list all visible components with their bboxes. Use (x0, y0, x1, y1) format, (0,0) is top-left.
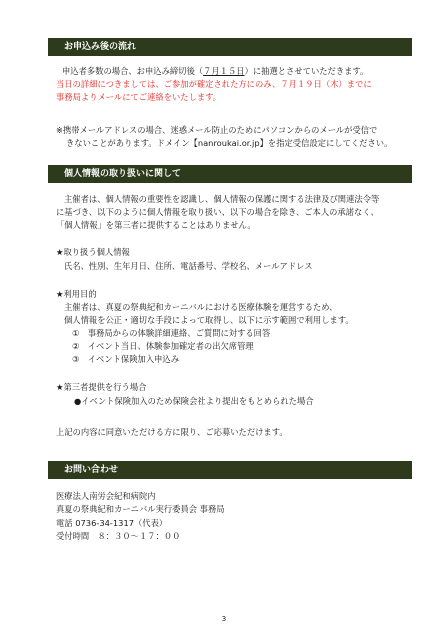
page-number: 3 (221, 615, 227, 623)
section-header-application-flow: お申込み後の流れ (48, 38, 412, 56)
privacy-intro-line-3: 「個人情報」を第三者に提供することはありません。 (56, 220, 256, 230)
handled-info-text: 氏名、性別、生年月日、住所、電話番号、学校名、メールアドレス (64, 261, 313, 271)
contact-phone: 電話 0736-34-1317（代表） (56, 518, 168, 528)
lottery-notice-line (62, 65, 368, 78)
purpose-item-2: ② イベント当日、体験参加確定者の出欠席管理 (72, 341, 254, 351)
purpose-item-3: ③ イベント保険加入申込み (72, 354, 180, 364)
lottery-notice-pre: 申込者多数の場合、お申込み締切後（ (62, 66, 204, 76)
purpose-text-line-2: 個人情報を公正・適切な手段によって取得し、以下に示す範囲で利用します。 (64, 315, 354, 325)
purpose-title: ★利用目的 (56, 289, 97, 299)
mobile-mail-note-line-1: ※携帯メールアドレスの場合、迷惑メール防止のためにパソコンからのメールが受信で (56, 125, 378, 135)
lottery-notice-post: ）に抽選とさせていただきます。 (244, 66, 369, 76)
mobile-mail-note-line-2: きないことがあります。ドメイン【nanroukai.or.jp】を指定受信設定にしてください。 (66, 138, 393, 148)
confirmation-notice-line-1: 当日の詳細につきましては、ご参加が確定された方にのみ、７月１９日（木）までに (56, 79, 372, 89)
section-header-contact: お問い合わせ (48, 461, 412, 479)
purpose-item-1: ① 事務局からの体験詳細連絡、ご質問に対する回答 (72, 328, 271, 338)
contact-committee: 真夏の祭典紀和カーニバル実行委員会 事務局 (56, 504, 225, 514)
third-party-title: ★第三者提供を行う場合 (56, 382, 147, 392)
handled-info-title: ★取り扱う個人情報 (56, 247, 130, 257)
confirmation-notice-line-2: 事務局よりメールにてご連絡をいたします。 (56, 92, 222, 102)
deadline-date: ７月１５日 (203, 66, 245, 76)
privacy-intro-line-2: に基づき、以下のように個人情報を取り扱い、以下の場合を除き、ご本人の承諾なく、 (56, 207, 379, 217)
contact-hours: 受付時間 ８：３０～１７：００ (56, 531, 181, 541)
contact-organization: 医療法人南労会紀和病院内 (56, 491, 156, 501)
consent-closing: 上記の内容に同意いただける方に限り、ご応募いただけます。 (56, 427, 288, 437)
third-party-item: ●イベント保険加入のため保険会社より提出をもとめられた場合 (74, 396, 314, 406)
section-header-privacy: 個人情報の取り扱いに関して (48, 165, 412, 183)
privacy-intro-line-1: 主催者は、個人情報の重要性を認識し、個人情報の保護に関する法律及び関連法令等 (64, 194, 380, 204)
purpose-text-line-1: 主催者は、真夏の祭典紀和カーニバルにおける医療体験を運営するため、 (64, 302, 338, 312)
